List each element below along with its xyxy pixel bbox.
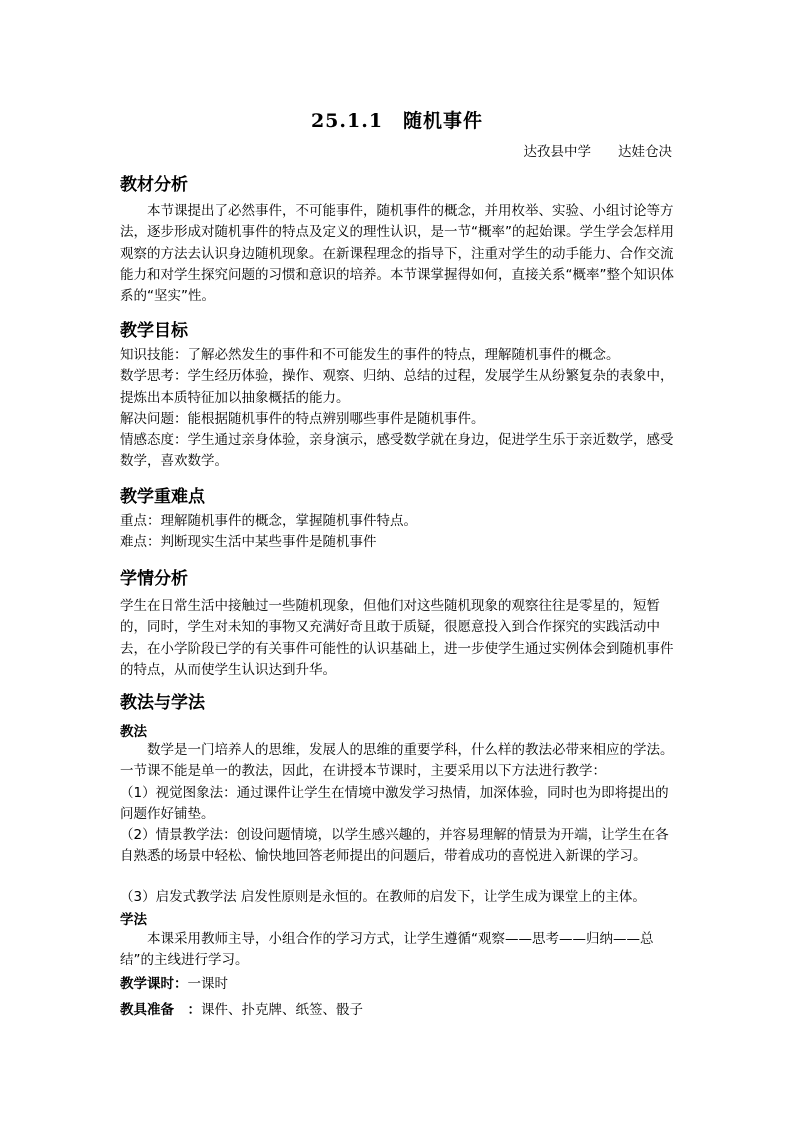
document-title: 25.1.1 随机事件	[310, 110, 484, 132]
class-hours-line	[120, 972, 228, 992]
heading-teaching-method: 教法	[120, 724, 147, 740]
teaching-method-intro: 数学是一门培养人的思维，发展人的思维的重要学科，什么样的教法必带来相应的学法。一节课不能是单一的教法，因此，在讲授本节课时，主要采用以下方法进行教学：	[120, 742, 674, 780]
key-point-item: 重点：理解随机事件的概念，掌握随机事件特点。	[120, 513, 417, 529]
class-hours-label: 教学课时：	[120, 976, 188, 992]
key-points-list	[120, 511, 676, 554]
teaching-method-item: （2）情景教学法：创设问题情境，以学生感兴趣的，并容易理解的情景为开端，让学生在各自熟悉的场景中轻松、愉快地回答老师提出的问题后，带着成功的喜悦进入新课的学习。	[120, 827, 669, 865]
learning-method-body: 本课采用教师主导，小组合作的学习方式，让学生遵循“观察——思考——归纳——总结”的主线进行学习。	[120, 931, 654, 969]
author-line: 达孜县中学 达娃仓决	[523, 144, 672, 160]
teaching-tools-label: 教具准备 ：	[120, 1002, 201, 1018]
heading-teaching-goals: 教学目标	[120, 321, 188, 341]
teaching-method-item: （1）视觉图象法：通过课件让学生在情境中激发学习热情，加深体验，同时也为即将提出的问题作好铺垫。	[120, 784, 669, 822]
goal-item: 知识技能：了解必然发生的事件和不可能发生的事件的特点，理解随机事件的概念。	[120, 347, 620, 363]
student-analysis-body: 学生在日常生活中接触过一些随机现象，但他们对这些随机现象的观察往往是零星的，短暂的，同时，学生对未知的事物又充满好奇且敢于质疑，很愿意投入到合作探究的实践活动中去，在小学阶段已学的有关事件可能性的认识基础上，进一步使学生通过实例体会到随机事件的特点，从而使学生认识达到升华。	[120, 598, 674, 678]
teaching-tools-line	[120, 998, 363, 1018]
goal-item: 解决问题：能根据随机事件的特点辨别哪些事件是随机事件。	[120, 410, 485, 427]
teaching-method-body	[120, 740, 676, 868]
key-point-item: 难点：判断现实生活中某些事件是随机事件	[120, 534, 377, 551]
goal-item: 数学思考：学生经历体验，操作、观察、归纳、总结的过程，发展学生从纷繁复杂的表象中，提炼出本质特征加以抽象概括的能力。	[120, 368, 674, 406]
heading-learning-method: 学法	[120, 912, 147, 928]
heading-textbook-analysis: 教材分析	[120, 175, 188, 195]
class-hours-value: 一课时	[187, 976, 228, 992]
goal-item: 情感态度：学生通过亲身体验，亲身演示，感受数学就在身边，促进学生乐于亲近数学，感受数学，喜欢数学。	[120, 432, 674, 470]
teaching-method-item-3: （3）启发式教学法 启发性原则是永恒的。在教师的启发下，让学生成为课堂上的主体。	[120, 889, 646, 905]
heading-methods: 教法与学法	[120, 693, 205, 713]
teaching-goals-list	[120, 345, 676, 473]
teaching-tools-value: 课件、扑克牌、纸签、骰子	[201, 1002, 363, 1018]
heading-student-analysis: 学情分析	[120, 569, 188, 589]
heading-key-points: 教学重难点	[120, 487, 205, 507]
textbook-analysis-body: 本节课提出了必然事件，不可能事件，随机事件的概念，并用枚举、实验、小组讨论等方法，逐步形成对随机事件的特点及定义的理性认识，是一节“概率”的起始课。学生学会怎样用观察的方法去认识身边随机现象。在新课程理念的指导下，注重对学生的动手能力、合作交流能力和对学生探究问题的习惯和意识的培养。本节课掌握得如何，直接关系“概率”整个知识体系的“坚实”性。	[120, 203, 674, 305]
